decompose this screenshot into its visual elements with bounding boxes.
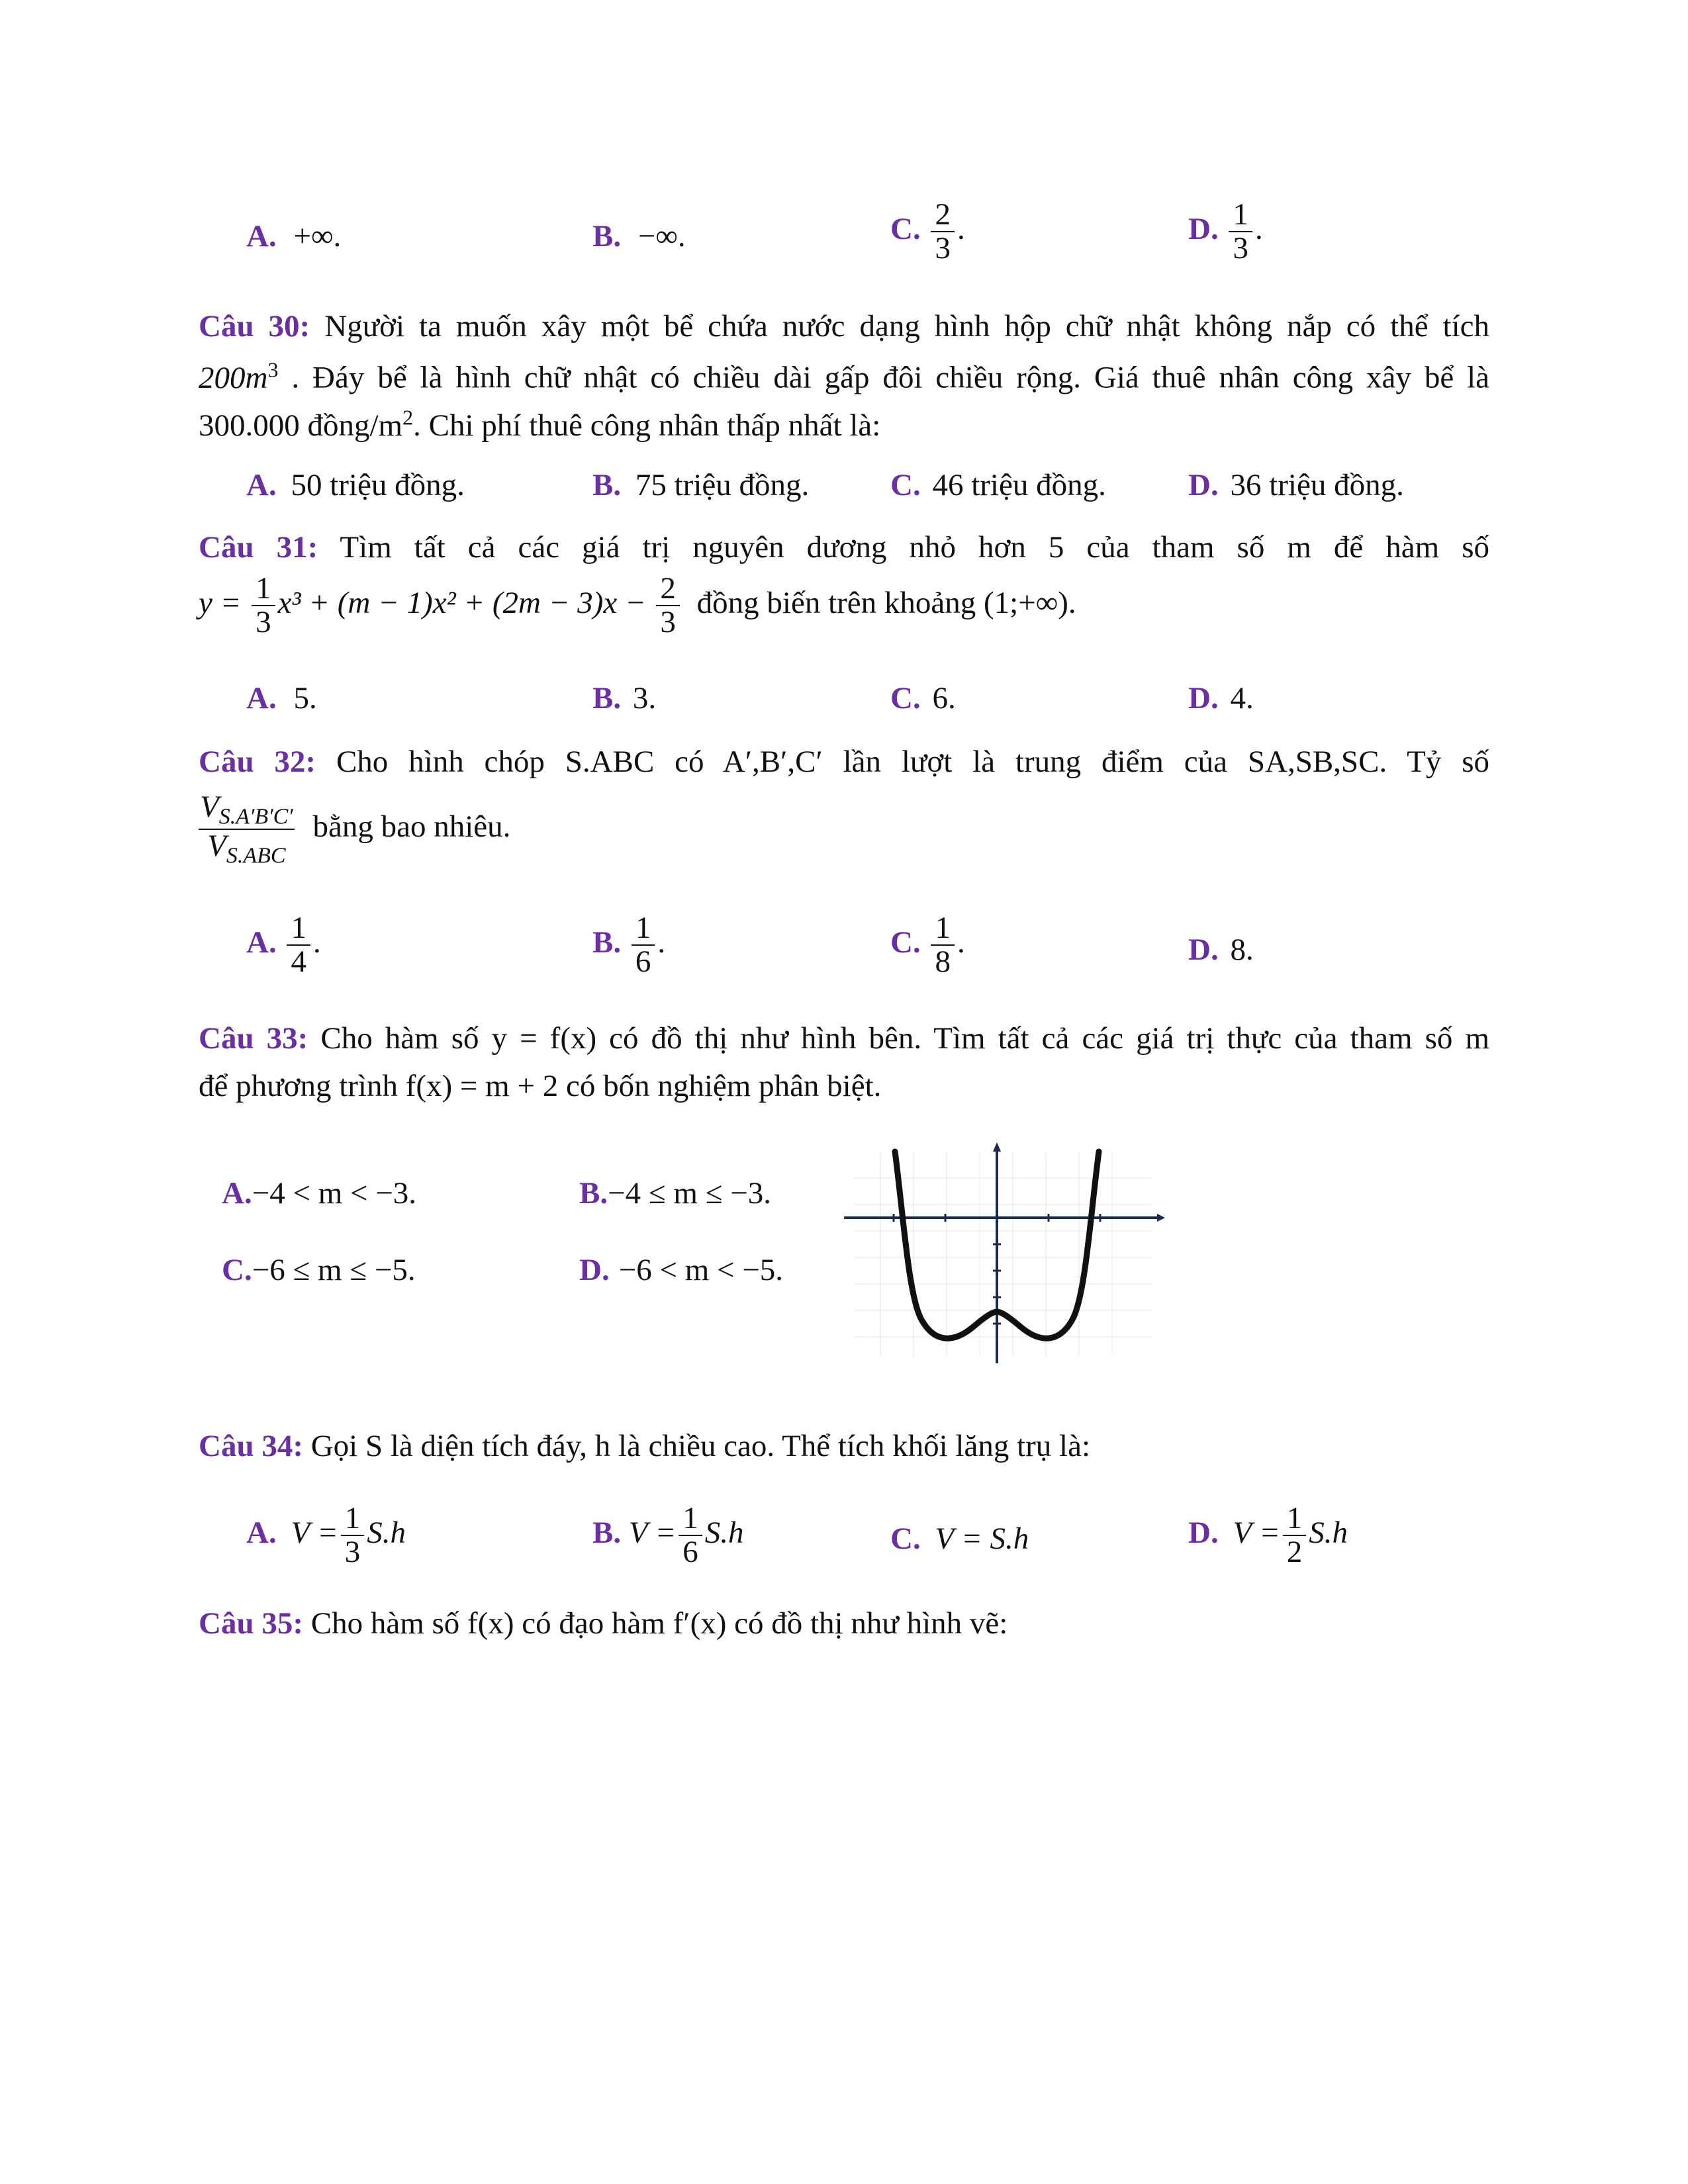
option-text: 8. [1230, 933, 1254, 967]
option-label: D. [579, 1253, 610, 1287]
question-text: 300.000 đồng/$m^2$. Chi phí thuê công nhân thấp nhất là: [199, 405, 881, 443]
volume-ratio: $\frac{V_{S.A'B'C'}}{V_{S.ABC}}$ [200, 790, 293, 868]
option-text: −6 < m < −5. [618, 1253, 784, 1287]
question-label: Câu 32: [199, 745, 316, 779]
option-label: C. [890, 468, 921, 502]
option-label: C. [222, 1253, 252, 1287]
option-label: A. [222, 1176, 252, 1210]
q30-option-d [1188, 467, 1404, 503]
q29-option-a [246, 218, 341, 254]
denominator: 3 [935, 231, 951, 266]
q34-option-a: A. V = $\frac{1}{3}$ S.h [246, 1501, 406, 1570]
option-label: A. [246, 468, 277, 502]
q35-line-1 [199, 1606, 1008, 1641]
q31-formula [199, 572, 1076, 639]
q30-option-b [592, 467, 809, 503]
formula-part: y = [199, 586, 242, 621]
question-label: Câu 34: [199, 1429, 303, 1463]
fraction: $\frac{1}{2}$ [1283, 1502, 1307, 1569]
option-text: 5. [293, 681, 317, 715]
option-label: B. [592, 925, 622, 960]
q32-option-b: B. $\frac{1}{6}$ . [592, 911, 666, 979]
question-text: Cho hàm số y = f(x) có đồ thị như hình bên. Tìm tất cả các giá trị thực của tham số m [320, 1021, 1490, 1056]
question-text: Cho hình chóp S.ABC có A′,B′,C′ lần lượt là trung điểm của SA,SB,SC. Tỷ số [336, 745, 1490, 779]
option-label: B. [592, 219, 622, 253]
option-text: 3. [632, 681, 657, 715]
option-label: D. [1188, 212, 1219, 247]
fraction: $\frac{1}{3}$ [341, 1502, 365, 1569]
q33-option-b [579, 1175, 771, 1211]
q33-option-a [222, 1175, 416, 1211]
option-label: D. [1188, 468, 1219, 502]
q30-line-1 [199, 308, 1489, 344]
question-text: Gọi S là diện tích đáy, h là chiều cao. Thể tích khối lăng trụ là: [310, 1429, 1091, 1463]
option-label: D. [1188, 681, 1219, 715]
q33-line-2 [199, 1068, 881, 1104]
question-text: Tìm tất cả các giá trị nguyên dương nhỏ hơn 5 của tham số m để hàm số [340, 530, 1490, 565]
option-label: C. [890, 681, 921, 715]
question-text: để phương trình f(x) = m + 2 có bốn nghiệm phân biệt. [199, 1069, 882, 1103]
option-text: 4. [1230, 681, 1254, 715]
graph-background [841, 1138, 1165, 1363]
q34-option-d: D. V = $\frac{1}{2}$ S.h [1188, 1501, 1348, 1570]
option-text: −4 < m < −3. [252, 1176, 417, 1210]
option-text: −6 ≤ m ≤ −5. [252, 1253, 416, 1287]
question-text: Cho hàm số f(x) có đạo hàm f′(x) có đồ thị như hình vẽ: [310, 1606, 1008, 1641]
option-label: C. [890, 212, 921, 247]
q32-option-a: A. $\frac{1}{4}$ . [246, 911, 321, 979]
q30-option-a [246, 467, 465, 503]
option-text: −4 ≤ m ≤ −3. [608, 1176, 772, 1210]
option-text: 75 triệu đồng. [635, 468, 810, 502]
q32-option-c: C. $\frac{1}{8}$ . [890, 911, 965, 979]
function-graph [841, 1138, 1165, 1363]
question-label: Câu 31: [199, 530, 318, 565]
fraction: $\frac{1}{4}$ [287, 912, 310, 979]
option-text: −∞. [637, 219, 686, 253]
option-label: B. [579, 1176, 608, 1210]
option-label: A. [246, 681, 277, 715]
formula-part: x³ + (m − 1)x² + (2m − 3)x − [277, 586, 646, 621]
fraction [931, 199, 955, 265]
q31-option-c [890, 680, 956, 716]
volume-value: $200m^3$ [199, 357, 279, 395]
option-text: 46 triệu đồng. [932, 468, 1106, 502]
q29-option-b [592, 218, 686, 254]
option-text: 6. [932, 681, 956, 715]
option-label: D. [1188, 933, 1219, 967]
question-text: . Đáy bể là hình chữ nhật có chiều dài gấp đôi chiều rộng. Giá thuê nhân công xây bể là [291, 360, 1490, 395]
option-label: C. [890, 925, 921, 960]
q33-option-d [579, 1252, 783, 1288]
fraction [1229, 199, 1252, 265]
q30-line-3 [199, 405, 1489, 443]
denominator: 3 [1233, 231, 1248, 266]
fraction: $\frac{1}{8}$ [931, 912, 955, 979]
q33-option-c [222, 1252, 416, 1288]
q30-line-2 [199, 357, 1489, 396]
option-label: C. [890, 1522, 921, 1556]
question-label: Câu 35: [199, 1606, 303, 1641]
question-label: Câu 30: [199, 309, 310, 343]
formula-part: đồng biến trên khoảng (1;+∞). [696, 586, 1076, 621]
question-text: bằng bao nhiêu. [312, 809, 511, 844]
q34-option-c: C. V = S.h [890, 1522, 1029, 1556]
numerator: 2 [931, 199, 955, 232]
option-label: A. [246, 925, 277, 960]
q34-line-1 [199, 1428, 1090, 1464]
option-label: A. [246, 219, 277, 253]
q31-option-d [1188, 680, 1254, 716]
q34-option-b: B. V = $\frac{1}{6}$ S.h [592, 1501, 744, 1570]
q29-option-c: C. $\frac{2}{3}$ . [890, 197, 965, 266]
question-text: Người ta muốn xây một bể chứa nước dạng hình hộp chữ nhật không nắp có thể tích [324, 309, 1490, 343]
fraction: $\frac{2}{3}$ [656, 572, 680, 639]
q32-line-1 [199, 744, 1489, 780]
question-label: Câu 33: [199, 1021, 308, 1056]
q33-line-1 [199, 1021, 1489, 1056]
q31-option-a [246, 680, 317, 716]
numerator: 1 [1229, 199, 1252, 232]
q32-option-d [1188, 932, 1254, 968]
q31-option-b [592, 680, 656, 716]
option-label: D. [1188, 1516, 1219, 1551]
fraction: $\frac{1}{6}$ [632, 912, 655, 979]
option-label: B. [592, 1516, 622, 1551]
option-label: B. [592, 681, 622, 715]
q32-ratio [199, 791, 510, 868]
q31-line-1 [199, 529, 1489, 565]
option-text: +∞. [293, 219, 342, 253]
option-label: A. [246, 1516, 277, 1551]
q30-option-c [890, 467, 1106, 503]
option-text: 50 triệu đồng. [291, 468, 465, 502]
option-label: B. [592, 468, 622, 502]
q29-option-d: D. $\frac{1}{3}$ . [1188, 197, 1263, 266]
fraction: $\frac{1}{6}$ [679, 1502, 702, 1569]
option-text: 36 triệu đồng. [1230, 468, 1404, 502]
fraction: $\frac{1}{3}$ [252, 572, 275, 639]
